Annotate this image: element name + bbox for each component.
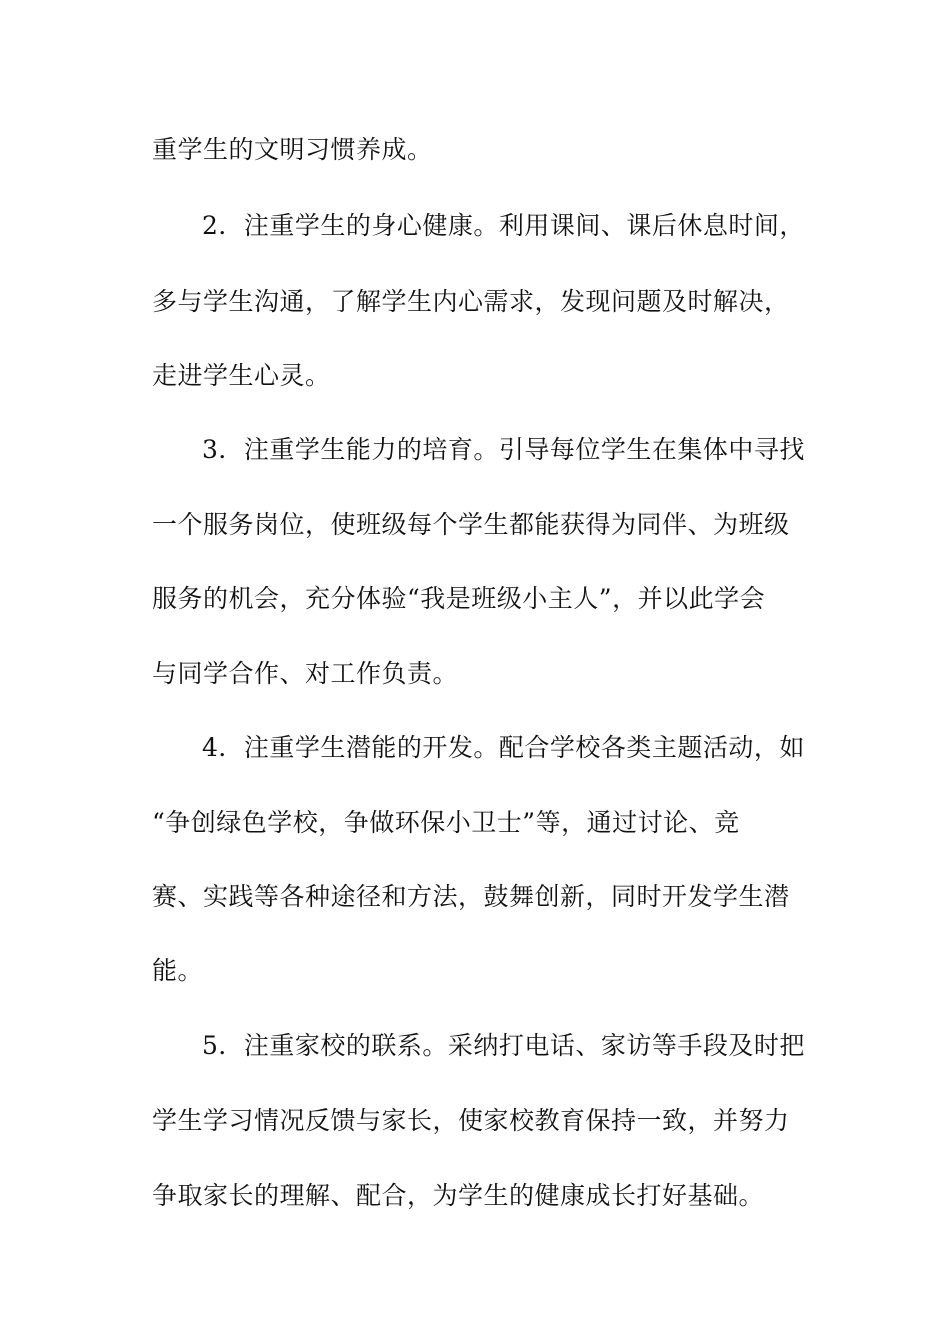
text-line: 多与学生沟通，了解学生内心需求，发现问题及时解决，	[152, 287, 790, 316]
text-line: 服务的机会，充分体验“我是班级小主人”，并以此学会	[152, 584, 766, 613]
text-line: 5．注重家校的联系。采纳打电话、家访等手段及时把	[202, 1031, 805, 1060]
text-line: 一个服务岗位，使班级每个学生都能获得为同伴、为班级	[152, 510, 790, 539]
text-line: 4．注重学生潜能的开发。配合学校各类主题活动，如	[202, 733, 805, 762]
text-line: 学生学习情况反馈与家长，使家校教育保持一致，并努力	[152, 1106, 790, 1135]
text-line: 重学生的文明习惯养成。	[152, 135, 433, 164]
text-line: “争创绿色学校，争做环保小卫士”等，通过讨论、竞	[152, 808, 740, 837]
text-line: 能。	[152, 956, 204, 985]
text-line: 走进学生心灵。	[152, 361, 331, 390]
text-line: 与同学合作、对工作负责。	[152, 659, 459, 688]
text-line: 3．注重学生能力的培育。引导每位学生在集体中寻找	[202, 435, 805, 464]
text-line: 2．注重学生的身心健康。利用课间、课后休息时间，	[202, 211, 805, 240]
text-line: 赛、实践等各种途径和方法，鼓舞创新，同时开发学生潜	[152, 882, 790, 911]
text-line: 争取家长的理解、配合，为学生的健康成长打好基础。	[152, 1181, 765, 1210]
